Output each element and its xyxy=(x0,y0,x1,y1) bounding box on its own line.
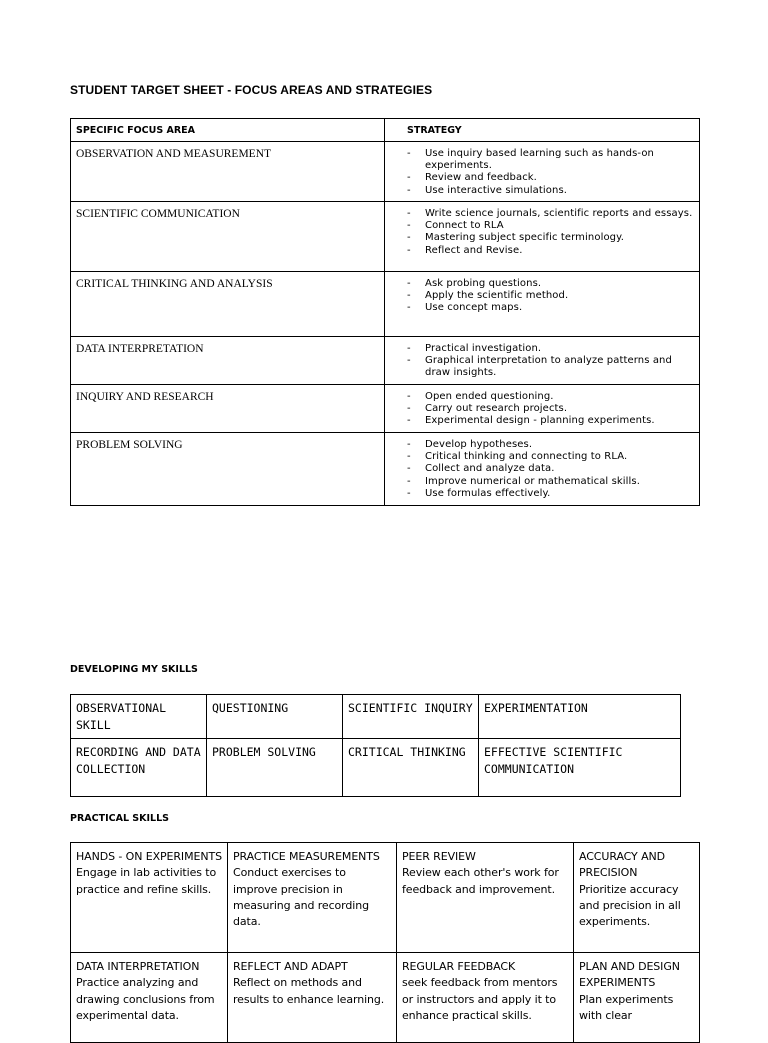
header-strategy: STRATEGY xyxy=(385,119,700,142)
strategy-item: - Use formulas effectively. xyxy=(407,488,693,500)
strategy-item: - Critical thinking and connecting to RLA. xyxy=(407,451,693,463)
table-header-row xyxy=(71,119,700,142)
strategy-item: - Improve numerical or mathematical skills. xyxy=(407,476,693,488)
practical-cell xyxy=(71,953,228,1043)
strategy-cell xyxy=(385,202,700,272)
skills-row xyxy=(71,695,681,739)
practical-cell xyxy=(228,843,397,953)
strategy-item: - Review and feedback. xyxy=(407,172,693,184)
strategy-cell xyxy=(385,385,700,433)
strategy-item: - Practical investigation. xyxy=(407,343,693,355)
practical-desc: Reflect on methods and results to enhance learning. xyxy=(233,976,385,1006)
strategy-list xyxy=(407,278,693,315)
strategy-list xyxy=(407,439,693,500)
skill-cell: PROBLEM SOLVING xyxy=(207,739,343,797)
practical-row xyxy=(71,953,700,1043)
table-row xyxy=(71,337,700,385)
skill-cell: EXPERIMENTATION xyxy=(479,695,681,739)
strategy-item: - Write science journals, scientific reports and essays. xyxy=(407,208,693,220)
skill-cell: SCIENTIFIC INQUIRY xyxy=(343,695,479,739)
strategy-item: - Mastering subject specific terminology. xyxy=(407,232,693,244)
practical-title: PEER REVIEW xyxy=(402,850,476,863)
table-row xyxy=(71,202,700,272)
focus-area-cell: SCIENTIFIC COMMUNICATION xyxy=(71,202,385,272)
strategy-cell xyxy=(385,272,700,337)
table-row xyxy=(71,433,700,506)
practical-desc: Review each other's work for feedback and improvement. xyxy=(402,866,559,896)
strategy-item: - Reflect and Revise. xyxy=(407,245,693,257)
practical-title: ACCURACY AND PRECISION xyxy=(579,850,665,880)
practical-title: PLAN AND DESIGN EXPERIMENTS xyxy=(579,960,680,990)
table-row xyxy=(71,272,700,337)
strategy-item: - Use interactive simulations. xyxy=(407,185,693,197)
practical-cell xyxy=(228,953,397,1043)
practical-cell xyxy=(574,843,700,953)
focus-area-cell: PROBLEM SOLVING xyxy=(71,433,385,506)
skill-cell: CRITICAL THINKING xyxy=(343,739,479,797)
strategy-item: - Use inquiry based learning such as hands-on experiments. xyxy=(407,148,693,172)
practical-cell xyxy=(71,843,228,953)
strategy-item: - Apply the scientific method. xyxy=(407,290,693,302)
strategy-item: - Graphical interpretation to analyze patterns and draw insights. xyxy=(407,355,693,379)
strategy-list xyxy=(407,391,693,428)
strategy-item: - Use concept maps. xyxy=(407,302,693,314)
strategy-cell xyxy=(385,337,700,385)
focus-area-cell: OBSERVATION AND MEASUREMENT xyxy=(71,142,385,202)
practical-skills-table xyxy=(70,842,700,1043)
strategy-item: - Collect and analyze data. xyxy=(407,463,693,475)
skill-cell: EFFECTIVE SCIENTIFIC COMMUNICATION xyxy=(479,739,681,797)
strategy-item: - Develop hypotheses. xyxy=(407,439,693,451)
practical-title: DATA INTERPRETATION xyxy=(76,960,200,973)
strategy-item: - Connect to RLA xyxy=(407,220,693,232)
table-row xyxy=(71,142,700,202)
strategy-list xyxy=(407,343,693,380)
table-row xyxy=(71,385,700,433)
practical-desc: Conduct exercises to improve precision in measuring and recording data. xyxy=(233,866,369,929)
practical-title: PRACTICE MEASUREMENTS xyxy=(233,850,380,863)
practical-cell xyxy=(397,953,574,1043)
practical-cell xyxy=(397,843,574,953)
header-specific-focus-area: SPECIFIC FOCUS AREA xyxy=(71,119,385,142)
skills-row xyxy=(71,739,681,797)
strategy-item: - Carry out research projects. xyxy=(407,403,693,415)
strategy-cell xyxy=(385,433,700,506)
practical-desc: Prioritize accuracy and precision in all experiments. xyxy=(579,882,681,929)
practical-cell xyxy=(574,953,700,1043)
skill-cell: QUESTIONING xyxy=(207,695,343,739)
strategy-item: - Ask probing questions. xyxy=(407,278,693,290)
focus-areas-table xyxy=(70,118,700,506)
skill-cell: OBSERVATIONAL SKILL xyxy=(71,695,207,739)
page-title: STUDENT TARGET SHEET - FOCUS AREAS AND STRATEGIES xyxy=(70,83,433,97)
practical-desc: Plan experiments with clear xyxy=(579,992,674,1022)
developing-skills-heading: DEVELOPING MY SKILLS xyxy=(70,664,198,675)
strategy-item: - Experimental design - planning experiments. xyxy=(407,415,693,427)
strategy-list xyxy=(407,208,693,257)
focus-area-cell: INQUIRY AND RESEARCH xyxy=(71,385,385,433)
practical-row xyxy=(71,843,700,953)
practical-desc: Practice analyzing and drawing conclusions from experimental data. xyxy=(76,976,215,1022)
practical-skills-heading: PRACTICAL SKILLS xyxy=(70,813,169,824)
practical-title: REGULAR FEEDBACK xyxy=(402,960,516,973)
focus-area-cell: DATA INTERPRETATION xyxy=(71,337,385,385)
strategy-item: - Open ended questioning. xyxy=(407,391,693,403)
practical-title: HANDS - ON EXPERIMENTS xyxy=(76,850,222,863)
skill-cell: RECORDING AND DATA COLLECTION xyxy=(71,739,207,797)
focus-area-cell: CRITICAL THINKING AND ANALYSIS xyxy=(71,272,385,337)
strategy-list xyxy=(407,148,693,197)
practical-title: REFLECT AND ADAPT xyxy=(233,960,348,973)
strategy-cell xyxy=(385,142,700,202)
developing-skills-table xyxy=(70,694,681,797)
practical-desc: Engage in lab activities to practice and refine skills. xyxy=(76,866,217,896)
practical-desc: seek feedback from mentors or instructors and apply it to enhance practical skills. xyxy=(402,976,558,1022)
